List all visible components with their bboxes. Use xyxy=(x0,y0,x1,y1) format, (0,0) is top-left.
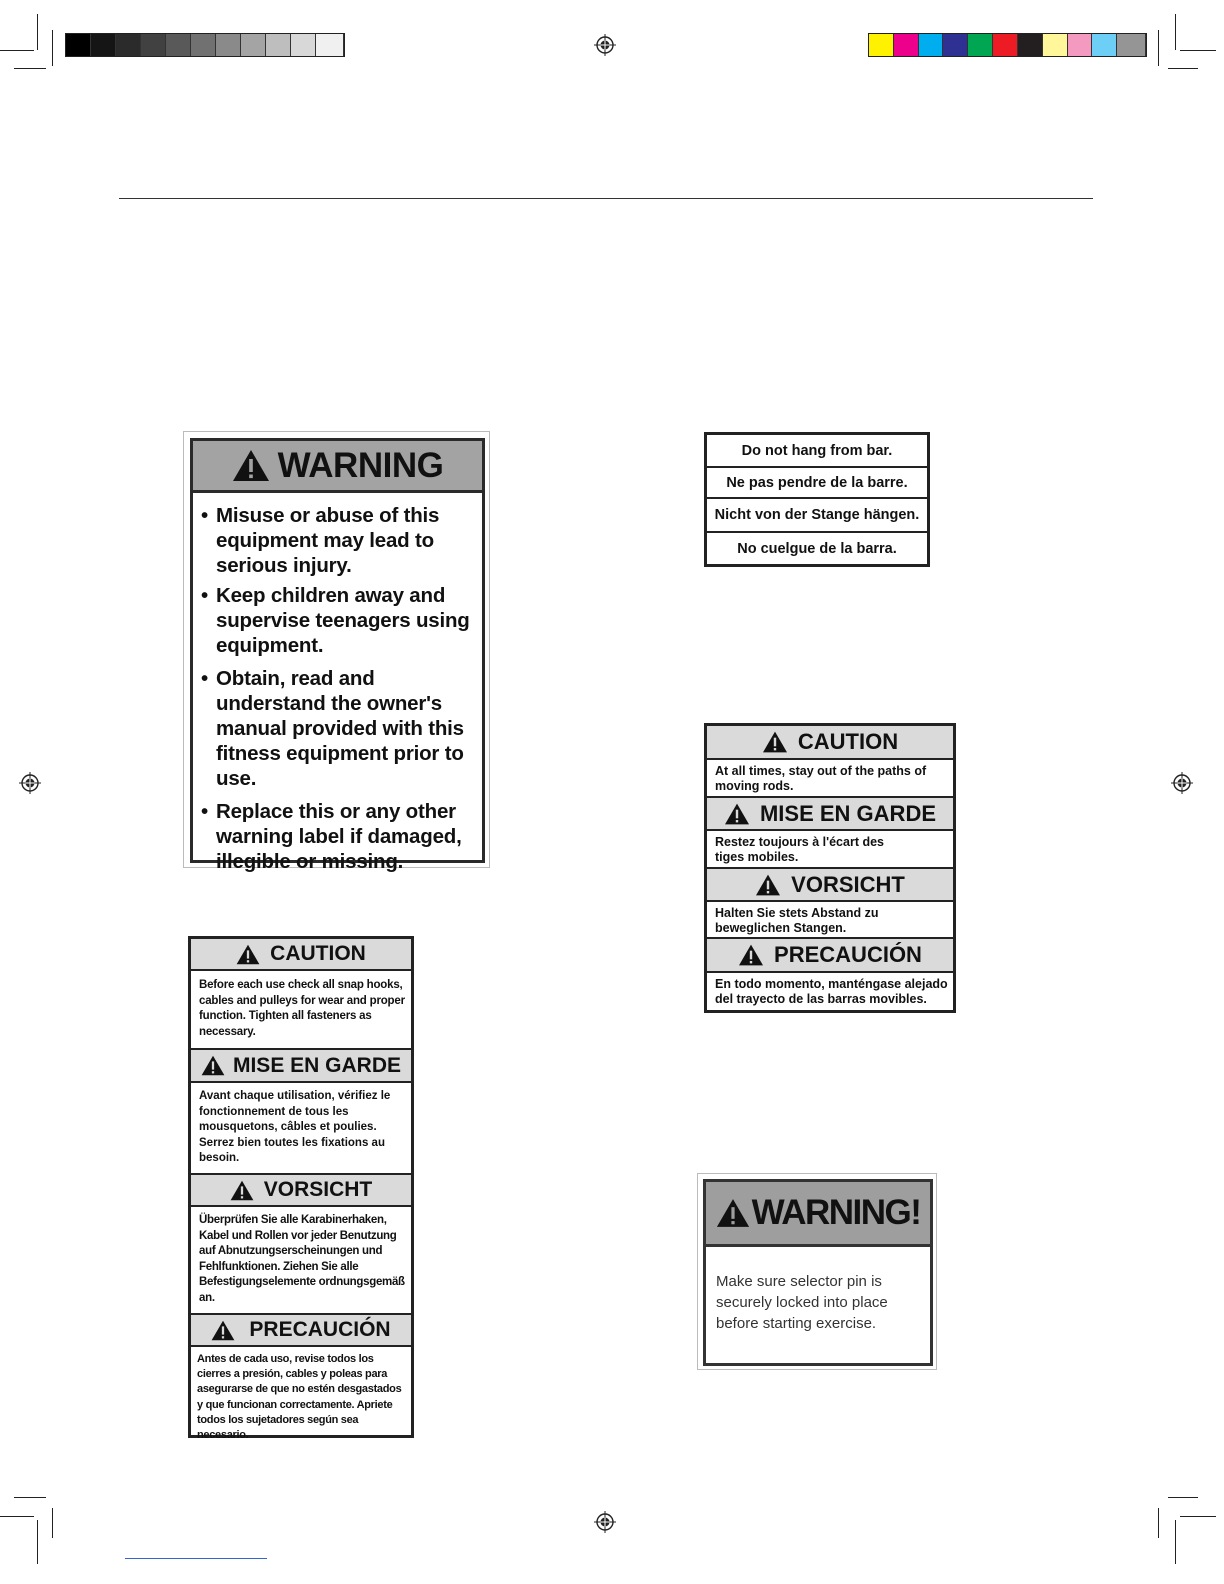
footer-link-underline xyxy=(125,1558,267,1559)
crop-mark xyxy=(1175,1520,1176,1564)
registration-mark-icon xyxy=(19,772,41,794)
gray-swatch xyxy=(66,34,91,56)
precaucion-text: Antes de cada uso, revise todos los cierres a presión, cables y poleas para asegurarse de que no estén desgastados y que funcionan correctamente. Apriete todos los sujetadores según sea necesario. xyxy=(197,1353,402,1442)
crop-mark xyxy=(1168,1497,1198,1498)
warning-item: • Misuse or abuse of this equipment may lead to serious injury. xyxy=(197,503,478,578)
grayscale-swatch-bar xyxy=(65,33,345,57)
vorsicht-text: Halten Sie stets Abstand zu beweglichen Stangen. xyxy=(707,902,953,939)
gray-swatch xyxy=(116,34,141,56)
gray-swatch xyxy=(216,34,241,56)
registration-mark-icon xyxy=(594,1511,616,1533)
crop-mark xyxy=(1180,50,1216,51)
caution-header xyxy=(707,726,953,760)
selector-warning-text: Make sure selector pin is securely locked into place before starting exercise. xyxy=(716,1273,888,1332)
precaucion-header xyxy=(191,1315,411,1347)
color-swatch xyxy=(968,34,993,56)
crop-mark xyxy=(14,1497,46,1498)
color-swatch xyxy=(1117,34,1146,56)
mise-en-garde-header xyxy=(707,798,953,831)
warning-item: • Replace this or any other warning label if damaged, illegible or missing. xyxy=(197,799,478,874)
gray-swatch xyxy=(166,34,191,56)
warning-triangle-icon xyxy=(716,1198,750,1228)
selector-label-frame xyxy=(703,1179,933,1366)
color-swatch xyxy=(943,34,968,56)
crop-mark xyxy=(1168,68,1198,69)
gray-swatch xyxy=(266,34,291,56)
gray-swatch xyxy=(241,34,266,56)
color-swatch xyxy=(869,34,894,56)
warning-triangle-icon xyxy=(738,944,764,966)
mise-en-garde-title: MISE EN GARDE xyxy=(759,800,937,826)
warning-item: • Keep children away and supervise teenagers using equipment. xyxy=(197,583,478,658)
caution-header xyxy=(191,939,411,971)
crop-mark xyxy=(1180,1516,1216,1517)
warning-triangle-icon xyxy=(232,449,270,482)
vorsicht-header xyxy=(707,869,953,902)
warning-triangle-icon xyxy=(755,874,781,896)
selector-warning-title: WARNING! xyxy=(751,1193,921,1232)
hang-row: Ne pas pendre de la barre. xyxy=(707,468,927,499)
header-rule xyxy=(119,198,1093,199)
warning-triangle-icon xyxy=(201,1055,225,1076)
warning-title: WARNING xyxy=(277,445,444,485)
color-swatch-bar xyxy=(868,33,1147,57)
mise-en-garde-text: Restez toujours à l'écart des tiges mobiles. xyxy=(707,831,953,869)
mise-en-garde-header xyxy=(191,1050,411,1083)
hang-row: Nicht von der Stange hängen. xyxy=(707,499,927,533)
registration-mark-icon xyxy=(594,34,616,56)
crop-mark xyxy=(52,1508,53,1538)
warning-triangle-icon xyxy=(230,1180,254,1201)
hang-warning-label xyxy=(704,432,930,567)
gray-swatch xyxy=(91,34,116,56)
warning-label-frame xyxy=(190,438,485,873)
caution-title: CAUTION xyxy=(797,729,899,754)
vorsicht-header xyxy=(191,1175,411,1207)
vorsicht-text: Überprüfen Sie alle Karabinerhaken, Kabel und Rollen vor jeder Benutzung auf Abnutzungserscheinungen und Fehlfunktionen. Ziehen Sie alle Befestigungselemente ordnungsgemäß an. xyxy=(191,1207,411,1315)
vorsicht-title: VORSICHT xyxy=(791,871,905,897)
warning-item: • Obtain, read and understand the owner's manual provided with this fitness equipment prior to use. xyxy=(197,666,478,791)
warning-triangle-icon xyxy=(211,1320,235,1341)
vorsicht-title: VORSICHT xyxy=(263,1178,373,1201)
crop-mark xyxy=(1158,30,1159,66)
warning-list xyxy=(193,493,482,874)
rods-caution-label xyxy=(704,723,956,1013)
crop-mark xyxy=(37,14,38,50)
crop-mark xyxy=(0,1516,34,1517)
selector-pin-warning-label xyxy=(697,1173,937,1370)
crop-mark xyxy=(1158,1508,1159,1538)
mise-en-garde-title: MISE EN GARDE xyxy=(232,1053,402,1077)
precaucion-title: PRECAUCIÓN xyxy=(774,942,922,967)
crop-mark xyxy=(0,50,34,51)
hang-row: Do not hang from bar. xyxy=(707,435,927,468)
crop-mark xyxy=(14,68,46,69)
color-swatch xyxy=(1092,34,1117,56)
mise-en-garde-text: Avant chaque utilisation, vérifiez le fonctionnement de tous les mousquetons, câbles et poulies. Serrez bien toutes les fixations au besoin. xyxy=(191,1083,411,1175)
color-swatch xyxy=(1043,34,1068,56)
caution-title: CAUTION xyxy=(270,942,366,965)
crop-mark xyxy=(52,30,53,66)
gray-swatch xyxy=(316,34,344,56)
warning-header xyxy=(193,441,482,493)
selector-warning-header xyxy=(706,1182,930,1247)
caution-text: Before each use check all snap hooks, cables and pulleys for wear and proper function. Tighten all fasteners as necessary. xyxy=(191,971,411,1050)
warning-triangle-icon xyxy=(762,731,788,753)
hooks-caution-label xyxy=(188,936,414,1442)
color-swatch xyxy=(1018,34,1043,56)
caution-text: At all times, stay out of the paths of moving rods. xyxy=(707,760,953,798)
gray-swatch xyxy=(141,34,166,56)
crop-mark xyxy=(37,1520,38,1564)
color-swatch xyxy=(993,34,1018,56)
precaucion-title: PRECAUCIÓN xyxy=(249,1318,391,1341)
precaucion-header xyxy=(707,939,953,973)
crop-mark xyxy=(1175,14,1176,50)
warning-label-general xyxy=(183,431,490,873)
warning-triangle-icon xyxy=(724,803,750,825)
color-swatch xyxy=(919,34,944,56)
gray-swatch xyxy=(191,34,216,56)
color-swatch xyxy=(894,34,919,56)
warning-triangle-icon xyxy=(236,944,260,965)
color-swatch xyxy=(1068,34,1093,56)
precaucion-text: En todo momento, manténgase alejado del trayecto de las barras movibles. xyxy=(715,977,948,1006)
hang-row: No cuelgue de la barra. xyxy=(737,540,897,557)
registration-mark-icon xyxy=(1171,772,1193,794)
gray-swatch xyxy=(291,34,316,56)
